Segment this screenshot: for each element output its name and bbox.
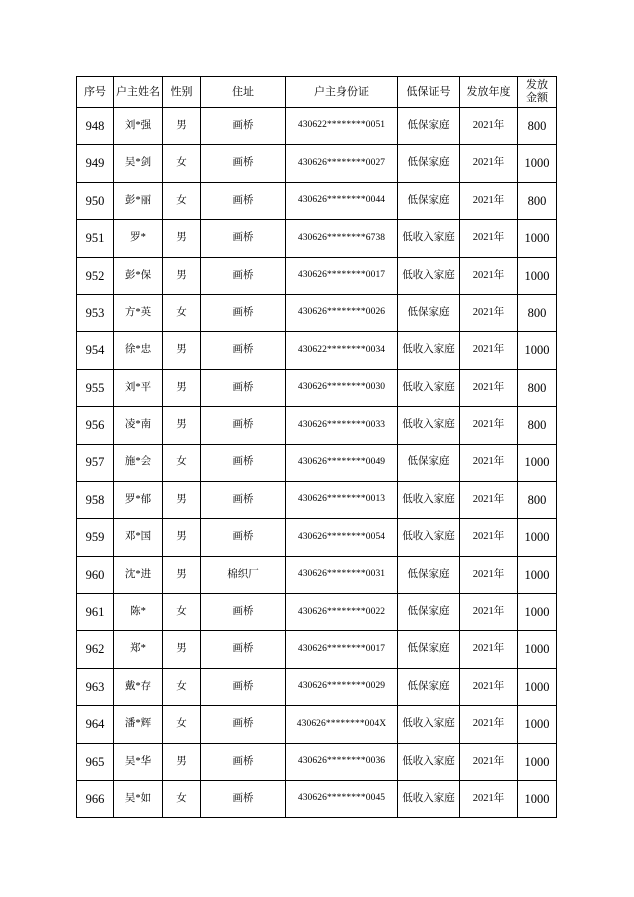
header-address: 住址 [201,77,286,108]
cell-serial-number: 956 [77,407,114,444]
cell-year: 2021年 [460,108,518,145]
cell-subsidy-category: 低收入家庭 [398,481,460,518]
cell-year: 2021年 [460,706,518,743]
cell-subsidy-category: 低收入家庭 [398,706,460,743]
cell-gender: 女 [163,145,201,182]
table-row [77,631,557,668]
cell-address: 画桥 [201,444,286,481]
cell-id-number: 430622********0051 [286,108,398,145]
cell-amount: 1000 [518,519,557,556]
subsidy-recipients-table [76,76,557,818]
cell-serial-number: 959 [77,519,114,556]
table-row [77,182,557,219]
cell-serial-number: 955 [77,369,114,406]
cell-amount: 800 [518,294,557,331]
cell-gender: 女 [163,781,201,818]
cell-amount: 800 [518,369,557,406]
cell-serial-number: 950 [77,182,114,219]
header-gender: 性别 [163,77,201,108]
cell-address: 画桥 [201,668,286,705]
cell-gender: 女 [163,706,201,743]
cell-household-head-name: 罗* [114,220,163,257]
table-row [77,444,557,481]
cell-serial-number: 954 [77,332,114,369]
cell-year: 2021年 [460,369,518,406]
cell-amount: 800 [518,407,557,444]
cell-household-head-name: 郑* [114,631,163,668]
cell-id-number: 430626********0044 [286,182,398,219]
cell-serial-number: 957 [77,444,114,481]
cell-amount: 1000 [518,594,557,631]
header-amount [518,77,557,108]
cell-subsidy-category: 低保家庭 [398,631,460,668]
cell-household-head-name: 潘*辉 [114,706,163,743]
cell-address: 画桥 [201,631,286,668]
table-row [77,668,557,705]
table-row [77,519,557,556]
cell-serial-number: 964 [77,706,114,743]
cell-address: 画桥 [201,407,286,444]
cell-gender: 男 [163,407,201,444]
cell-year: 2021年 [460,519,518,556]
cell-gender: 女 [163,668,201,705]
cell-subsidy-category: 低保家庭 [398,444,460,481]
table-row [77,145,557,182]
cell-id-number: 430626********0030 [286,369,398,406]
cell-id-number: 430626********0049 [286,444,398,481]
cell-address: 画桥 [201,257,286,294]
cell-amount: 800 [518,481,557,518]
cell-amount: 800 [518,182,557,219]
cell-household-head-name: 方*英 [114,294,163,331]
table-row [77,743,557,780]
cell-id-number: 430622********0034 [286,332,398,369]
cell-household-head-name: 陈* [114,594,163,631]
cell-subsidy-category: 低收入家庭 [398,743,460,780]
cell-serial-number: 949 [77,145,114,182]
cell-amount: 1000 [518,556,557,593]
cell-subsidy-category: 低收入家庭 [398,220,460,257]
cell-id-number: 430626********004X [286,706,398,743]
cell-id-number: 430626********0033 [286,407,398,444]
cell-year: 2021年 [460,444,518,481]
table-row [77,481,557,518]
cell-amount: 1000 [518,743,557,780]
cell-serial-number: 966 [77,781,114,818]
cell-gender: 男 [163,369,201,406]
table-row [77,706,557,743]
cell-year: 2021年 [460,556,518,593]
cell-amount: 1000 [518,631,557,668]
cell-address: 画桥 [201,519,286,556]
cell-household-head-name: 刘*平 [114,369,163,406]
cell-serial-number: 953 [77,294,114,331]
cell-subsidy-category: 低保家庭 [398,294,460,331]
cell-serial-number: 965 [77,743,114,780]
cell-id-number: 430626********0017 [286,631,398,668]
cell-gender: 女 [163,294,201,331]
header-row [77,77,557,108]
cell-year: 2021年 [460,743,518,780]
cell-address: 棉织厂 [201,556,286,593]
cell-amount: 1000 [518,444,557,481]
cell-gender: 女 [163,444,201,481]
cell-household-head-name: 彭*保 [114,257,163,294]
cell-serial-number: 951 [77,220,114,257]
cell-amount: 1000 [518,668,557,705]
cell-household-head-name: 邓*国 [114,519,163,556]
cell-address: 画桥 [201,220,286,257]
cell-serial-number: 958 [77,481,114,518]
cell-id-number: 430626********6738 [286,220,398,257]
cell-id-number: 430626********0022 [286,594,398,631]
cell-id-number: 430626********0045 [286,781,398,818]
cell-gender: 男 [163,108,201,145]
cell-address: 画桥 [201,481,286,518]
cell-subsidy-category: 低保家庭 [398,668,460,705]
cell-subsidy-category: 低保家庭 [398,556,460,593]
cell-id-number: 430626********0017 [286,257,398,294]
cell-year: 2021年 [460,294,518,331]
cell-gender: 男 [163,743,201,780]
cell-id-number: 430626********0031 [286,556,398,593]
cell-year: 2021年 [460,594,518,631]
cell-serial-number: 960 [77,556,114,593]
cell-subsidy-category: 低收入家庭 [398,407,460,444]
cell-amount: 1000 [518,220,557,257]
cell-address: 画桥 [201,781,286,818]
cell-subsidy-category: 低收入家庭 [398,369,460,406]
cell-subsidy-category: 低收入家庭 [398,519,460,556]
cell-year: 2021年 [460,145,518,182]
cell-gender: 男 [163,332,201,369]
header-household-head-name: 户主姓名 [114,77,163,108]
cell-id-number: 430626********0029 [286,668,398,705]
cell-subsidy-category: 低收入家庭 [398,257,460,294]
cell-household-head-name: 刘*强 [114,108,163,145]
table-body [77,108,557,818]
table-row [77,294,557,331]
cell-gender: 男 [163,481,201,518]
cell-gender: 男 [163,220,201,257]
cell-amount: 1000 [518,332,557,369]
header-serial-number: 序号 [77,77,114,108]
header-subsidy-category: 低保证号 [398,77,460,108]
cell-gender: 男 [163,631,201,668]
cell-address: 画桥 [201,294,286,331]
cell-household-head-name: 吴*如 [114,781,163,818]
cell-year: 2021年 [460,668,518,705]
cell-address: 画桥 [201,332,286,369]
cell-household-head-name: 罗*郁 [114,481,163,518]
cell-year: 2021年 [460,407,518,444]
cell-subsidy-category: 低收入家庭 [398,781,460,818]
cell-household-head-name: 彭*丽 [114,182,163,219]
header-amount-label: 发放金额 [526,78,548,104]
cell-subsidy-category: 低保家庭 [398,182,460,219]
cell-amount: 1000 [518,145,557,182]
table-row [77,332,557,369]
cell-subsidy-category: 低保家庭 [398,145,460,182]
header-id-number: 户主身份证 [286,77,398,108]
cell-gender: 女 [163,182,201,219]
cell-address: 画桥 [201,369,286,406]
cell-id-number: 430626********0027 [286,145,398,182]
cell-id-number: 430626********0026 [286,294,398,331]
cell-year: 2021年 [460,481,518,518]
cell-subsidy-category: 低收入家庭 [398,332,460,369]
cell-year: 2021年 [460,332,518,369]
cell-serial-number: 952 [77,257,114,294]
cell-year: 2021年 [460,781,518,818]
header-year: 发放年度 [460,77,518,108]
cell-id-number: 430626********0036 [286,743,398,780]
cell-household-head-name: 吴*华 [114,743,163,780]
cell-household-head-name: 徐*忠 [114,332,163,369]
cell-household-head-name: 施*会 [114,444,163,481]
cell-address: 画桥 [201,594,286,631]
table-row [77,257,557,294]
cell-serial-number: 948 [77,108,114,145]
cell-amount: 1000 [518,781,557,818]
table-row [77,369,557,406]
cell-year: 2021年 [460,257,518,294]
cell-serial-number: 961 [77,594,114,631]
cell-subsidy-category: 低保家庭 [398,594,460,631]
cell-amount: 1000 [518,706,557,743]
cell-address: 画桥 [201,145,286,182]
cell-serial-number: 962 [77,631,114,668]
cell-household-head-name: 吴*剑 [114,145,163,182]
cell-gender: 女 [163,594,201,631]
cell-address: 画桥 [201,108,286,145]
cell-amount: 1000 [518,257,557,294]
table-header [77,77,557,108]
cell-amount: 800 [518,108,557,145]
cell-year: 2021年 [460,220,518,257]
table-row [77,594,557,631]
cell-id-number: 430626********0054 [286,519,398,556]
table-row [77,108,557,145]
cell-subsidy-category: 低保家庭 [398,108,460,145]
cell-year: 2021年 [460,631,518,668]
cell-gender: 男 [163,556,201,593]
cell-household-head-name: 戴*存 [114,668,163,705]
cell-gender: 男 [163,257,201,294]
cell-address: 画桥 [201,743,286,780]
cell-year: 2021年 [460,182,518,219]
table-row [77,220,557,257]
cell-serial-number: 963 [77,668,114,705]
table-row [77,556,557,593]
cell-household-head-name: 凌*南 [114,407,163,444]
table-row [77,781,557,818]
cell-address: 画桥 [201,706,286,743]
cell-household-head-name: 沈*进 [114,556,163,593]
cell-address: 画桥 [201,182,286,219]
cell-gender: 男 [163,519,201,556]
cell-id-number: 430626********0013 [286,481,398,518]
table-row [77,407,557,444]
